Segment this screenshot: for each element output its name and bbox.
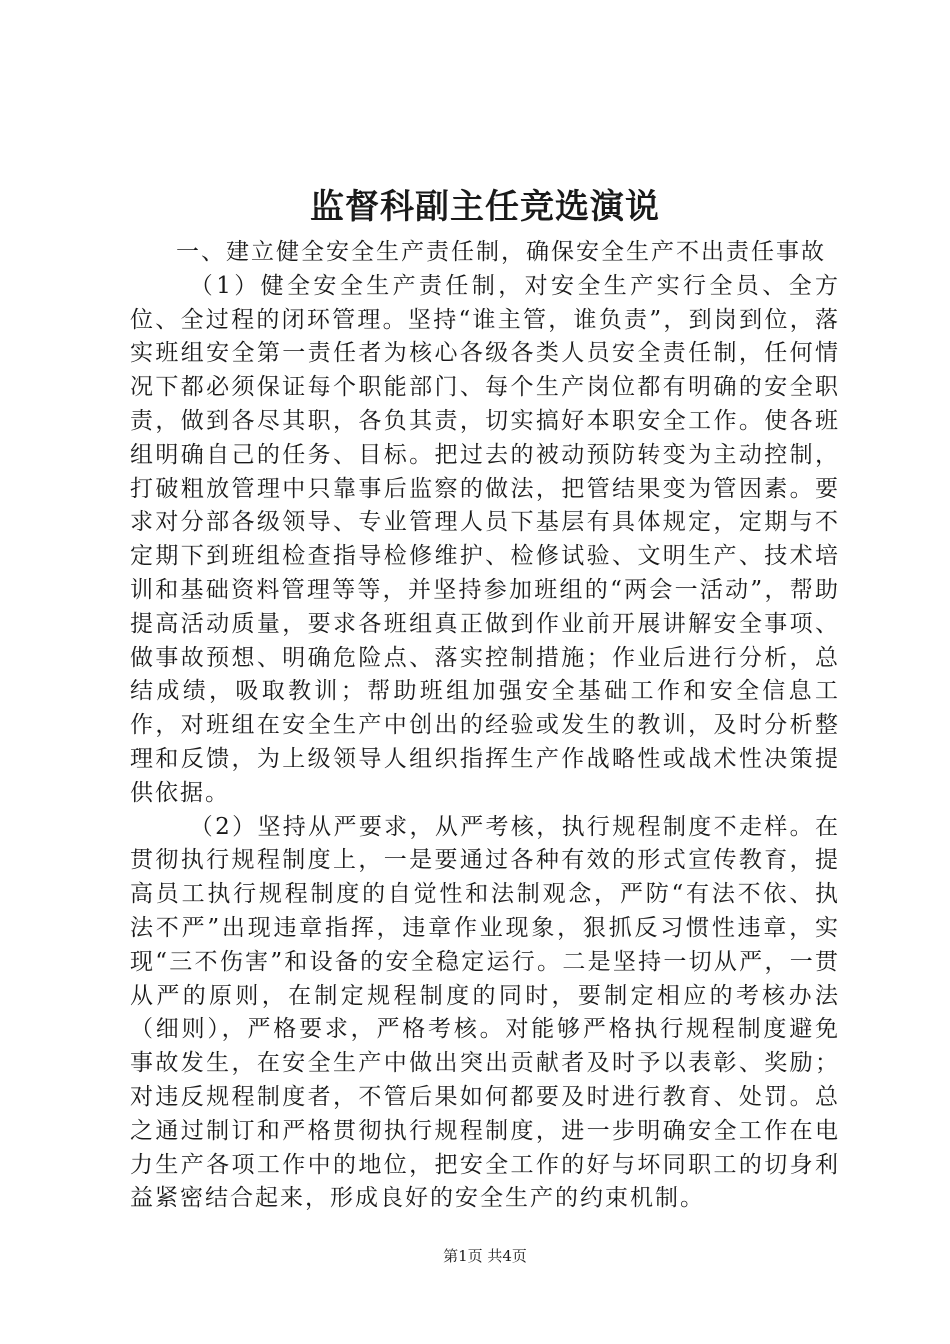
- paragraph-2: （2）坚持从严要求，从严考核，执行规程制度不走样。在贯彻执行规程制度上，一是要通过各种有效的形式宣传教育，提高员工执行规程制度的自觉性和法制观念，严防“有法不依、执法不严”出现违章指挥，违章作业现象，狠抓反习惯性违章，实现“三不伤害”和设备的安全稳定运行。二是坚持一切从严，一贯从严的原则，在制定规程制度的同时，要制定相应的考核办法（细则），严格要求，严格考核。对能够严格执行规程制度避免事故发生，在安全生产中做出突出贡献者及时予以表彰、奖励；对违反规程制度者，不管后果如何都要及时进行教育、处罚。总之通过制订和严格贯彻执行规程制度，进一步明确安全工作在电力生产各项工作中的地位，把安全工作的好与坏同职工的切身利益紧密结合起来，形成良好的安全生产的约束机制。: [130, 813, 840, 1212]
- document-body: [130, 236, 840, 1216]
- page-footer: 第1页 共4页: [443, 1247, 527, 1265]
- paragraph-1: （1）健全安全生产责任制，对安全生产实行全员、全方位、全过程的闭环管理。坚持“谁主管，谁负责”，到岗到位，落实班组安全第一责任者为核心各级各类人员安全责任制，任何情况下都必须保证每个职能部门、每个生产岗位都有明确的安全职责，做到各尽其职，各负其责，切实搞好本职安全工作。使各班组明确自己的任务、目标。把过去的被动预防转变为主动控制，打破粗放管理中只靠事后监察的做法，把管结果变为管因素。要求对分部各级领导、专业管理人员下基层有具体规定，定期与不定期下到班组检查指导检修维护、检修试验、文明生产、技术培训和基础资料管理等等，并坚持参加班组的“两会一活动”，帮助提高活动质量，要求各班组真正做到作业前开展讲解安全事项、做事故预想、明确危险点、落实控制措施；作业后进行分析，总结成绩，吸取教训；帮助班组加强安全基础工作和安全信息工作，对班组在安全生产中创出的经验或发生的教训，及时分析整理和反馈，为上级领导人组织指挥生产作战略性或战术性决策提供依据。: [130, 272, 840, 806]
- section-heading: 一、建立健全安全生产责任制，确保安全生产不出责任事故: [176, 239, 826, 265]
- document-title: 监督科副主任竞选演说: [310, 187, 660, 227]
- document-page: [130, 0, 840, 1344]
